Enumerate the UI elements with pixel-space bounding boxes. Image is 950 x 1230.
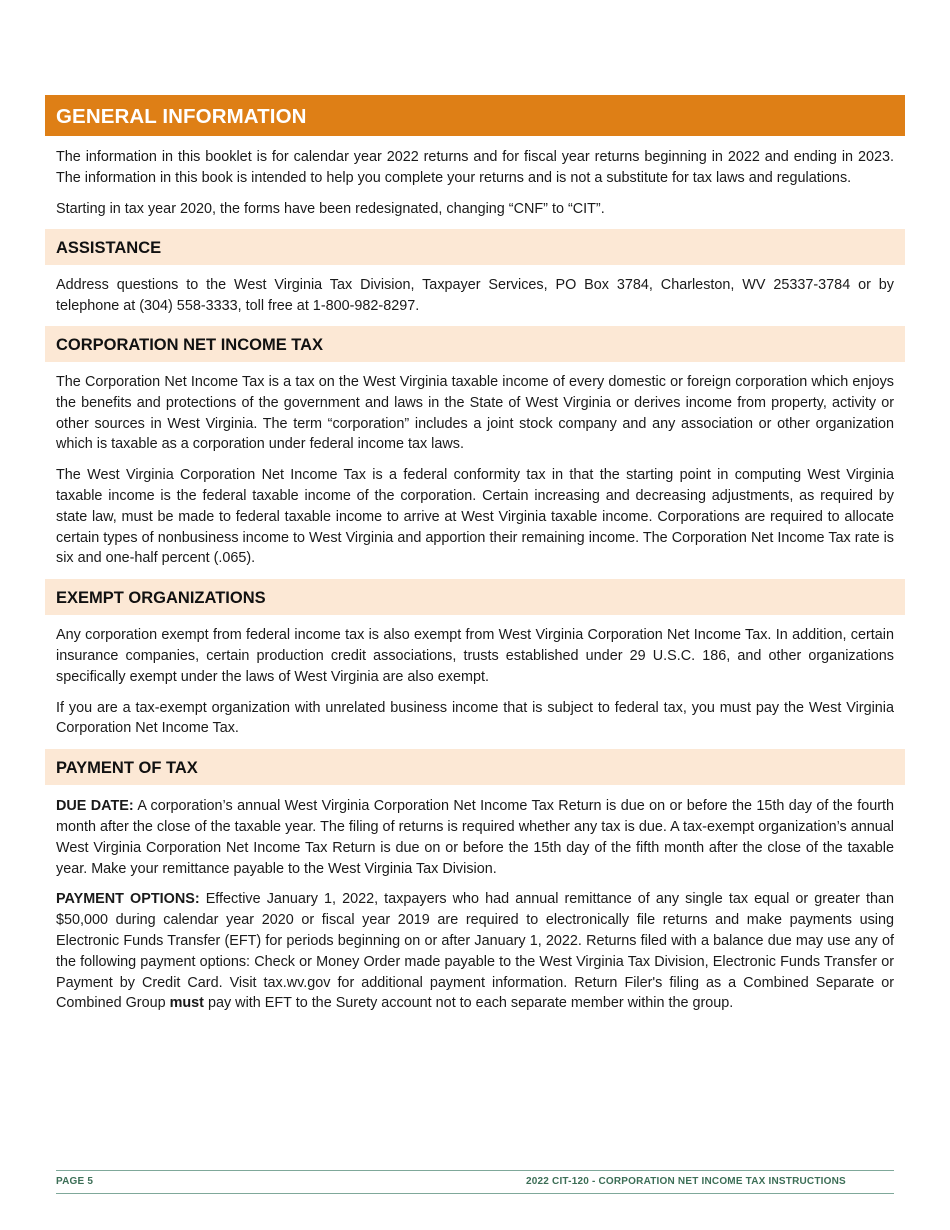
payment-options-paragraph bbox=[56, 889, 894, 1014]
due-date-text: A corporation’s annual West Virginia Corporation Net Income Tax Return is due on or before the 15th day of the fourth month after the close of the taxable year. The filing of returns is required whether any tax is due. A tax-exempt organization’s annual West Virginia Corporation Net Income Tax Return is due on or before the 15th day of the fifth month after the close of the taxable year. Make your remittance payable to the West Virginia Tax Division. bbox=[56, 798, 895, 877]
payment-options-label: PAYMENT OPTIONS: bbox=[56, 891, 200, 908]
assistance-body bbox=[45, 265, 905, 317]
exempt-paragraph-1: Any corporation exempt from federal income tax is also exempt from West Virginia Corporation Net Income Tax. In addition, certain insurance companies, certain production credit associations, trusts established under 29 U.S.C. 186, and other organizations specifically exempt under the laws of West Virginia are also exempt. bbox=[56, 627, 894, 685]
corporation-tax-paragraph-2: The West Virginia Corporation Net Income Tax is a federal conformity tax in that the starting point in computing West Virginia taxable income is the federal taxable income of the corporation. Certain increasing and decreasing adjustments, as required by state law, must be made to federal taxable income to arrive at West Virginia taxable income. Corporations are required to allocate certain types of nonbusiness income to West Virginia and apportion their remaining income. The Corporation Net Income Tax rate is six and one-half percent (.065). bbox=[56, 467, 894, 567]
assistance-paragraph: Address questions to the West Virginia Tax Division, Taxpayer Services, PO Box 3784, Charleston, WV 25337-3784 or by telephone at (304) 558-3333, toll free at 1-800-982-8297. bbox=[56, 277, 894, 315]
footer-document-title: 2022 CIT-120 - CORPORATION NET INCOME TAX INSTRUCTIONS bbox=[526, 1176, 846, 1187]
general-paragraph-1: The information in this booklet is for calendar year 2022 returns and for fiscal year returns beginning in 2022 and ending in 2023. The information in this book is intended to help you complete your returns and is not a substitute for tax laws and regulations. bbox=[56, 149, 894, 186]
page-content bbox=[45, 95, 905, 1014]
due-date-paragraph bbox=[56, 796, 894, 879]
exempt-organizations-heading: EXEMPT ORGANIZATIONS bbox=[45, 579, 905, 615]
general-information-heading: GENERAL INFORMATION bbox=[45, 95, 905, 136]
assistance-heading: ASSISTANCE bbox=[45, 229, 905, 265]
corporation-tax-paragraph-1: The Corporation Net Income Tax is a tax on the West Virginia taxable income of every domestic or foreign corporation which enjoys the benefits and protections of the government and laws in the State of West Virginia or derives income from property, activity or other sources in West Virginia. The term “corporation” includes a joint stock company and any association or other organization which is taxable as a corporation under federal income tax laws. bbox=[56, 373, 894, 453]
exempt-organizations-body bbox=[45, 615, 905, 739]
payment-of-tax-heading: PAYMENT OF TAX bbox=[45, 749, 905, 785]
footer-top-rule bbox=[56, 1170, 894, 1171]
corporation-tax-heading: CORPORATION NET INCOME TAX bbox=[45, 326, 905, 362]
footer-bottom-rule bbox=[56, 1193, 894, 1194]
payment-options-text: Effective January 1, 2022, taxpayers who had annual remittance of any single tax equal or greater than $50,000 during calendar year 2020 or fiscal year 2019 are required to electronically file returns and make payments using Electronic Funds Transfer (EFT) for periods beginning on or after January 1, 2022. Returns filed with a balance due may use any of the following payment options: Check or Money Order made payable to the West Virginia Tax Division, Electronic Funds Transfer or Payment by Credit Card. Visit tax.wv.gov for additional payment information. Return Filer's filing as a Combined Separate or Combined Group bbox=[56, 891, 894, 1012]
payment-options-must: must bbox=[169, 995, 204, 1012]
exempt-paragraph-2: If you are a tax-exempt organization with unrelated business income that is subject to federal tax, you must pay the West Virginia Corporation Net Income Tax. bbox=[56, 699, 894, 737]
payment-of-tax-body bbox=[45, 785, 905, 1014]
footer-page-number: PAGE 5 bbox=[56, 1176, 94, 1187]
general-paragraph-2: Starting in tax year 2020, the forms have been redesignated, changing “CNF” to “CIT”. bbox=[56, 200, 605, 217]
payment-options-tail: pay with EFT to the Surety account not to each separate member within the group. bbox=[203, 995, 734, 1012]
corporation-tax-body bbox=[45, 362, 905, 569]
due-date-label: DUE DATE: bbox=[56, 798, 134, 815]
general-information-body bbox=[45, 136, 905, 219]
